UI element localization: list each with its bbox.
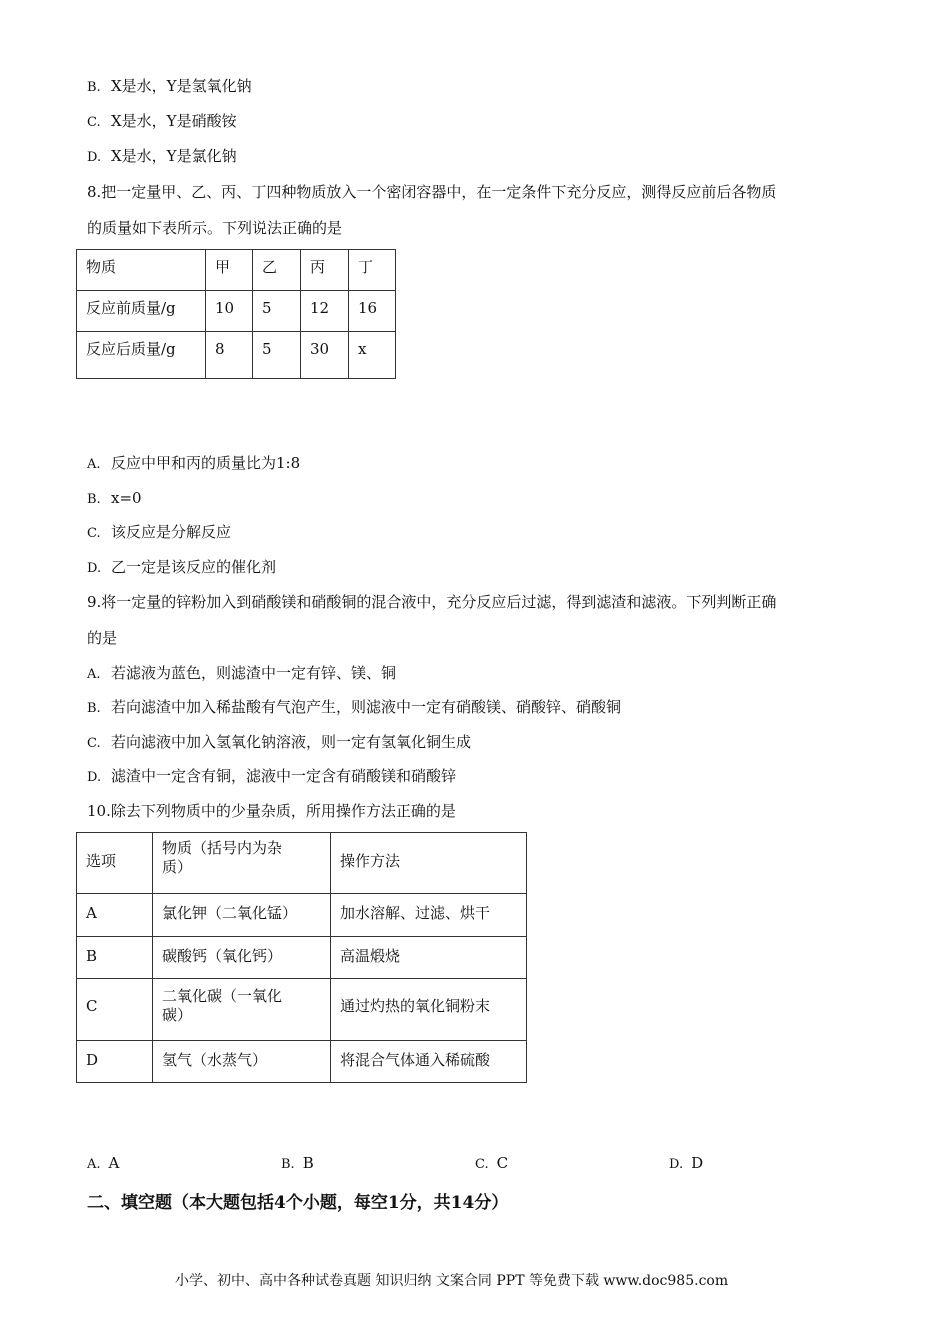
q9-stem-line2: 的是 — [87, 629, 118, 647]
q10-answer-b: B. B — [281, 1154, 314, 1172]
q8-mass-table — [76, 249, 396, 379]
q10-answer-d: D. D — [669, 1154, 704, 1172]
q10-answer-c: C. C — [475, 1154, 509, 1172]
q9-option-d: D. 滤渣中一定含有铜，滤液中一定含有硝酸镁和硝酸锌 — [87, 767, 457, 785]
q8-option-a: A. 反应中甲和丙的质量比为1:8 — [87, 454, 301, 472]
q10-stem: 10.除去下列物质中的少量杂质，所用操作方法正确的是 — [87, 802, 456, 820]
q9-stem-line1: 9.将一定量的锌粉加入到硝酸镁和硝酸铜的混合液中，充分反应后过滤，得到滤渣和滤液。下列判断正确 — [87, 593, 777, 611]
q8-option-b: B. x=0 — [87, 489, 142, 507]
section-heading: 二、填空题（本大题包括4个小题，每空1分，共14分） — [87, 1193, 509, 1213]
q10-answer-a: A. A — [87, 1154, 120, 1172]
table-row: D 氢气（水蒸气） 将混合气体通入稀硫酸 — [77, 1041, 527, 1083]
q9-option-b: B. 若向滤渣中加入稀盐酸有气泡产生，则滤液中一定有硝酸镁、硝酸锌、硝酸铜 — [87, 698, 622, 716]
q9-option-c: C. 若向滤液中加入氢氧化钠溶液，则一定有氢氧化铜生成 — [87, 733, 472, 751]
page-footer: 小学、初中、高中各种试卷真题 知识归纳 文案合同 PPT 等免费下载 www.doc985.com — [175, 1273, 729, 1289]
table-row: A 氯化钾（二氧化锰） 加水溶解、过滤、烘干 — [77, 894, 527, 937]
q9-option-a: A. 若滤液为蓝色，则滤渣中一定有锌、镁、铜 — [87, 664, 397, 682]
table-row: 物质 甲 乙 丙 丁 — [77, 250, 396, 291]
q8-stem-line1: 8.把一定量甲、乙、丙、丁四种物质放入一个密闭容器中，在一定条件下充分反应，测得反应前后各物质 — [87, 183, 777, 201]
q7-option-b: B. X是水，Y是氢氧化钠 — [87, 77, 252, 95]
table-row: 反应前质量/g 10 5 12 16 — [77, 291, 396, 332]
table-row: B 碳酸钙（氧化钙） 高温煅烧 — [77, 937, 527, 979]
table-row: 反应后质量/g 8 5 30 x — [77, 332, 396, 379]
q8-stem-line2: 的质量如下表所示。下列说法正确的是 — [87, 219, 343, 237]
q8-option-d: D. 乙一定是该反应的催化剂 — [87, 558, 277, 576]
table-row: 选项 物质（括号内为杂 质） 操作方法 — [77, 833, 527, 894]
q10-options-table — [76, 832, 527, 1083]
q8-option-c: C. 该反应是分解反应 — [87, 523, 232, 541]
table-row: C 二氧化碳（一氧化 碳） 通过灼热的氧化铜粉末 — [77, 979, 527, 1041]
q7-option-d: D. X是水，Y是氯化钠 — [87, 147, 237, 165]
q7-option-c: C. X是水，Y是硝酸铵 — [87, 112, 237, 130]
